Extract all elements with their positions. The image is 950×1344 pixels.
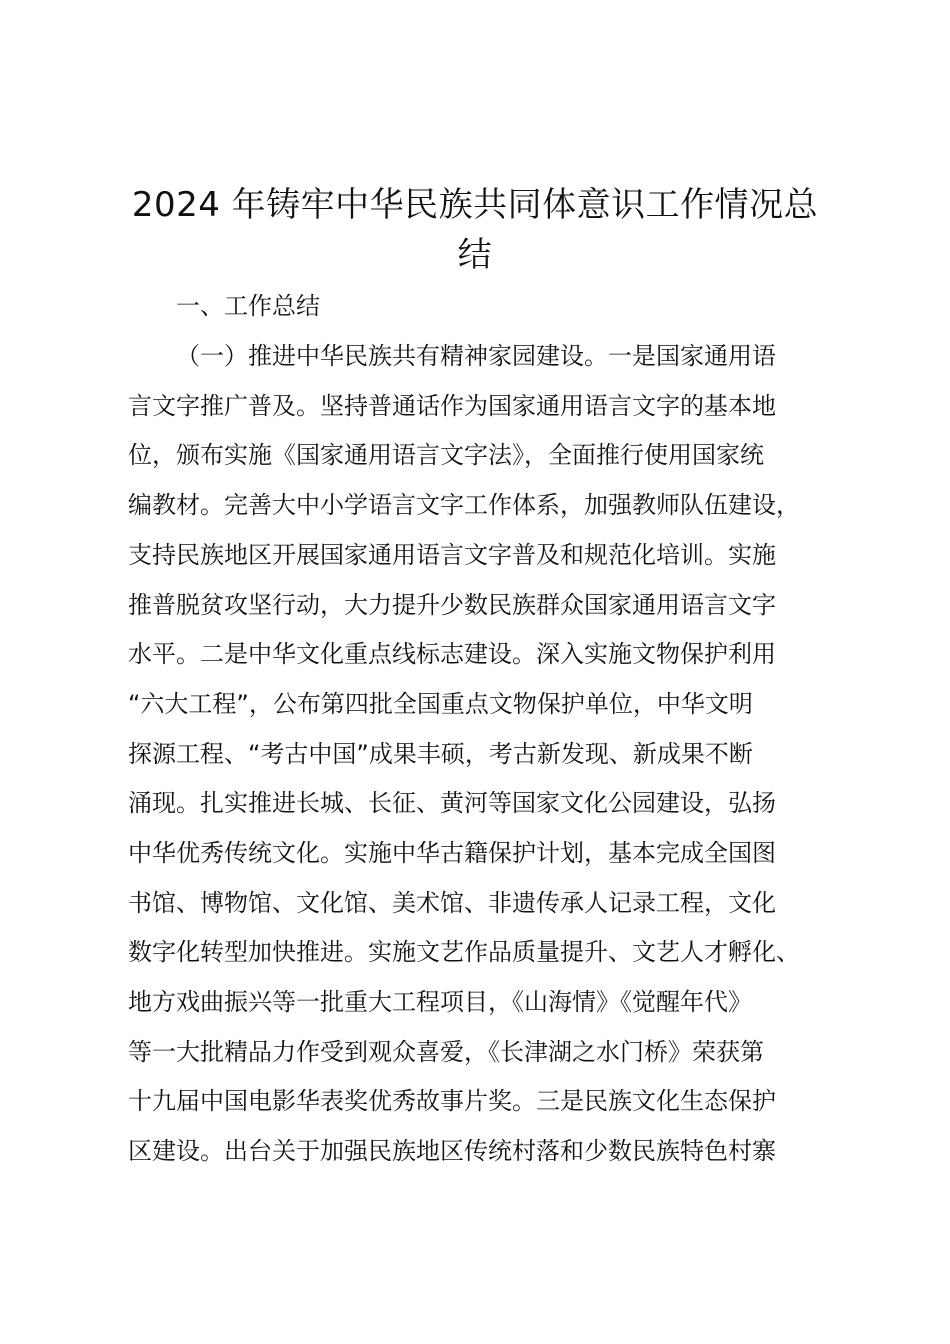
paragraph-line: （一）推进中华民族共有精神家园建设。一是国家通用语 bbox=[176, 342, 776, 370]
paragraph-line: 区建设。出台关于加强民族地区传统村落和少数民族特色村寨 bbox=[128, 1137, 776, 1165]
paragraph-line: 中华优秀传统文化。实施中华古籍保护计划，基本完成全国图 bbox=[128, 839, 776, 867]
paragraph-line: 书馆、博物馆、文化馆、美术馆、非遗传承人记录工程，文化 bbox=[128, 889, 776, 917]
paragraph-line: 位，颁布实施《国家通用语言文字法》，全面推行使用国家统 bbox=[128, 441, 764, 469]
paragraph-line: 等一大批精品力作受到观众喜爱，《长津湖之水门桥》荣获第 bbox=[128, 1038, 764, 1066]
paragraph-line: 水平。二是中华文化重点线标志建设。深入实施文物保护利用 bbox=[128, 640, 776, 668]
document-title-line-1: 2024 年铸牢中华民族共同体意识工作情况总 bbox=[131, 185, 819, 225]
paragraph-line: 数字化转型加快推进。实施文艺作品质量提升、文艺人才孵化、 bbox=[128, 938, 800, 966]
paragraph-line: 十九届中国电影华表奖优秀故事片奖。三是民族文化生态保护 bbox=[128, 1087, 776, 1115]
paragraph-line: 探源工程、“考古中国”成果丰硕，考古新发现、新成果不断 bbox=[128, 740, 753, 768]
paragraph-line: 涌现。扎实推进长城、长征、黄河等国家文化公园建设，弘扬 bbox=[128, 789, 776, 817]
paragraph-line: 编教材。完善大中小学语言文字工作体系，加强教师队伍建设， bbox=[128, 491, 800, 519]
paragraph-line: 言文字推广普及。坚持普通话作为国家通用语言文字的基本地 bbox=[128, 392, 776, 420]
section-heading: 一、工作总结 bbox=[176, 292, 320, 320]
paragraph-line: 推普脱贫攻坚行动，大力提升少数民族群众国家通用语言文字 bbox=[128, 591, 776, 619]
document-title-line-2: 结 bbox=[457, 235, 493, 275]
paragraph-line: 支持民族地区开展国家通用语言文字普及和规范化培训。实施 bbox=[128, 541, 776, 569]
paragraph-line: “六大工程”，公布第四批全国重点文物保护单位，中华文明 bbox=[128, 690, 753, 718]
paragraph-line: 地方戏曲振兴等一批重大工程项目，《山海情》《觉醒年代》 bbox=[128, 988, 752, 1016]
